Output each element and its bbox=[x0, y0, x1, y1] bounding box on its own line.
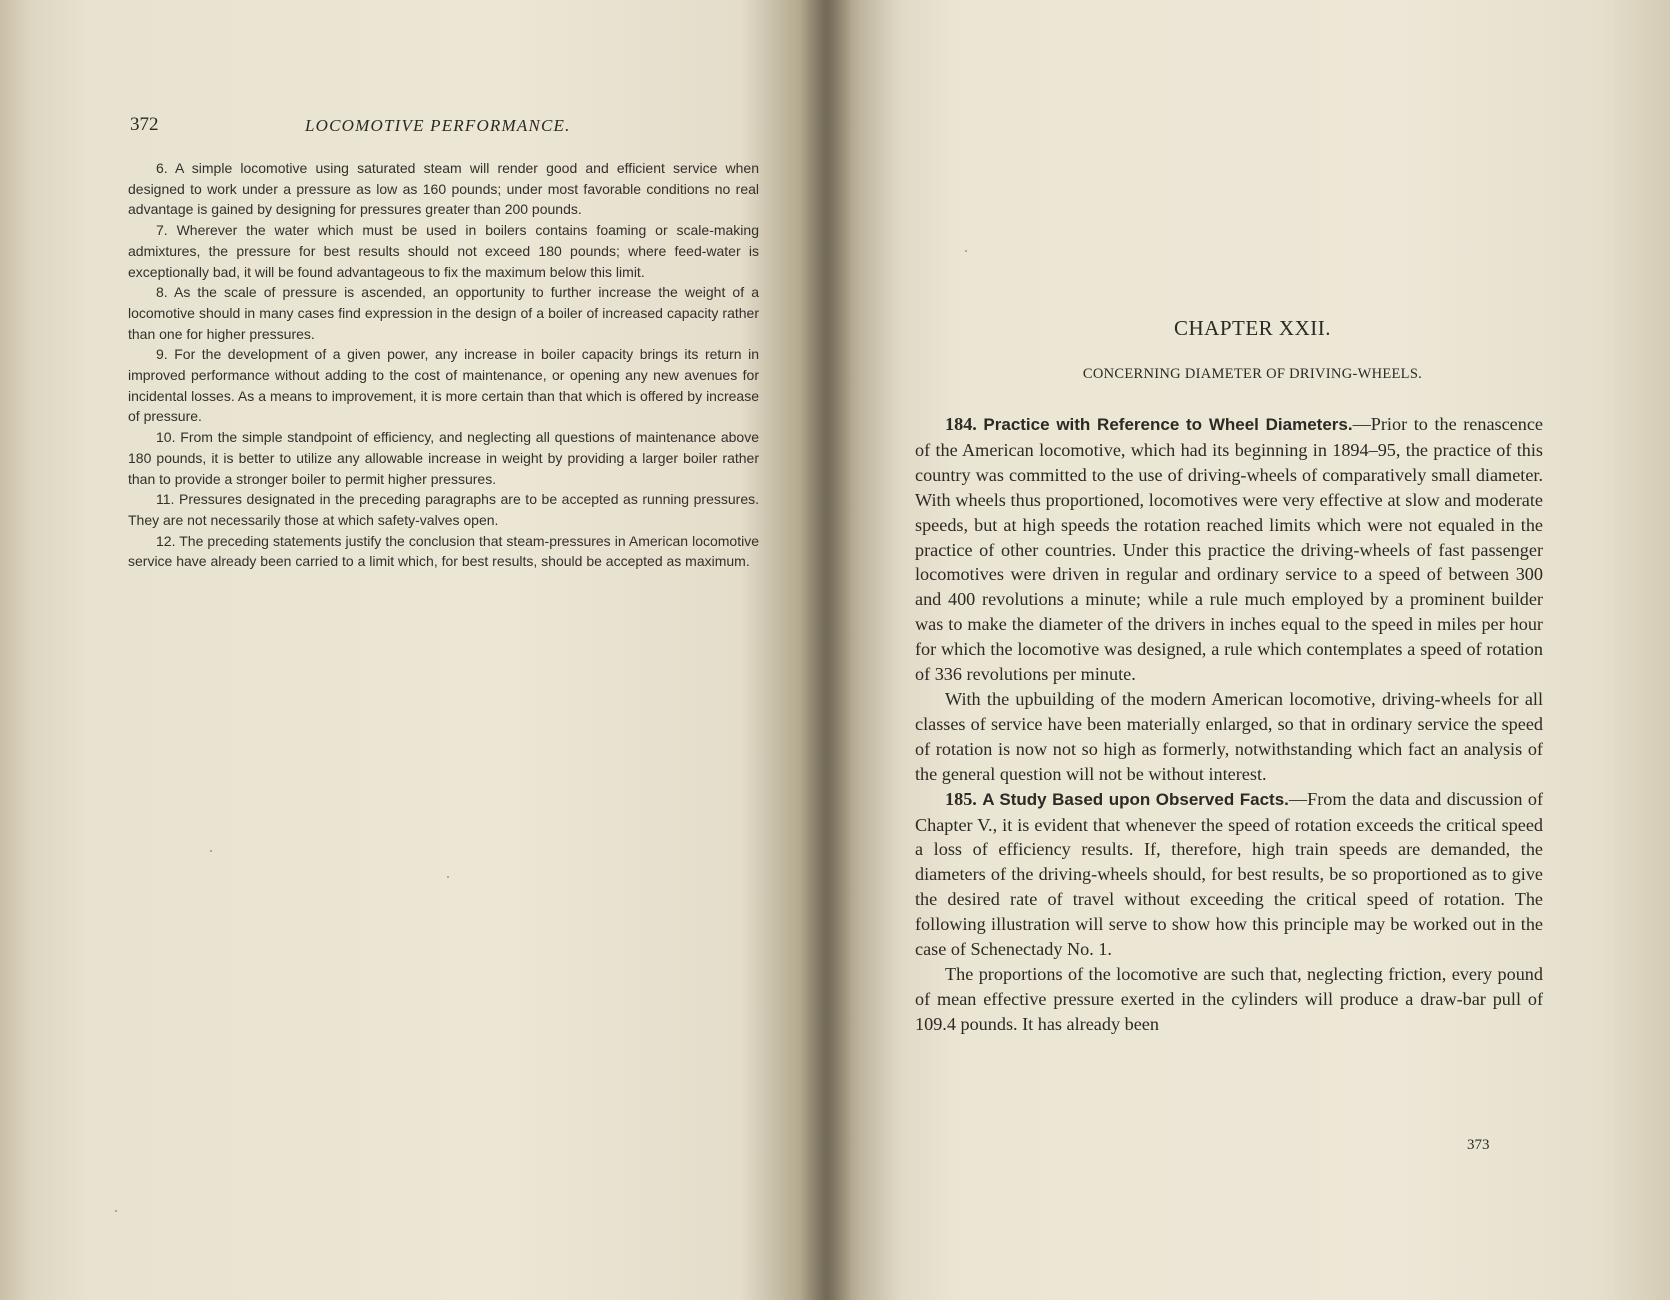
paragraph-11: 11. Pressures designated in the preceding paragraphs are to be accepted as running pressures. They are not necessarily those at which safety-valves open. bbox=[128, 491, 759, 528]
left-running-head bbox=[130, 110, 770, 140]
section-184 bbox=[915, 412, 1543, 687]
paper-speck bbox=[115, 1210, 117, 1212]
section-heading: A Study Based upon Observed Facts. bbox=[982, 789, 1289, 809]
chapter-title: CHAPTER XXII. bbox=[1174, 316, 1331, 340]
paper-speck bbox=[965, 250, 967, 252]
paper-speck bbox=[447, 876, 449, 878]
right-page bbox=[835, 0, 1670, 1300]
paragraph-9: 9. For the development of a given power, any increase in boiler capacity brings its return in improved performance without adding to the cost of maintenance, or opening any new avenues for incidental losses. As a means to improvement, it is more certain than that which is offered by increase of pressure. bbox=[128, 346, 759, 425]
left-page-number: 372 bbox=[130, 114, 159, 135]
paper-speck bbox=[210, 850, 212, 852]
running-title: LOCOMOTIVE PERFORMANCE. bbox=[305, 116, 571, 135]
section-text: With the upbuilding of the modern American locomotive, driving-wheels for all classes of service have been materially enlarged, so that in ordinary service the speed of rotation is now not so high as formerly, notwithstanding which fact an analysis of the general question will not be without interest. bbox=[915, 688, 1543, 784]
paragraph-8: 8. As the scale of pressure is ascended, an opportunity to further increase the weight of a locomotive should in many cases find expression in the design of a boiler of increased capacity rather than one for higher pressures. bbox=[128, 284, 759, 342]
right-page-body bbox=[915, 412, 1543, 1037]
paragraph-12: 12. The preceding statements justify the conclusion that steam-pressures in American locomotive service have already been carried to a limit which, for best results, should be accepted as maximum. bbox=[128, 532, 759, 570]
section-number: 185. bbox=[945, 788, 977, 809]
section-text: —Prior to the renascence of the American locomotive, which had its beginning in 1894–95, the practice of this country was committed to the use of driving-wheels of comparatively small diameter. With wheels thus proportioned, locomotives were very effective at slow and moderate speeds, but at high speeds the rotation reached limits which were not equaled in the practice of other countries. Under this practice the driving-wheels of fast passenger locomotives were driven in regular and ordinary service to a speed of between 300 and 400 revolutions a minute; while a rule much employed by a prominent builder was to make the diameter of the drivers in inches equal to the speed in miles per hour for which the locomotive was designed, a rule which contemplates a speed of rotation of 336 revolutions per minute. bbox=[915, 414, 1543, 685]
paragraph-7: 7. Wherever the water which must be used in boilers contains foaming or scale-making admixtures, the pressure for best results should not exceed 180 pounds; where feed-water is exceptionally bad, it will be found advantageous to fix the maximum below this limit. bbox=[128, 222, 759, 280]
section-heading: Practice with Reference to Wheel Diameters. bbox=[983, 415, 1353, 434]
left-page-body bbox=[128, 158, 759, 572]
right-page-number: 373 bbox=[1467, 1137, 1490, 1153]
paragraph-10: 10. From the simple standpoint of efficiency, and neglecting all questions of maintenance above 180 pounds, it is better to utilize any allowable increase in weight by providing a larger boiler rather than to provide a stronger boiler to permit higher pressures. bbox=[128, 429, 759, 487]
section-text: The proportions of the locomotive are such that, neglecting friction, every pound of mean effective pressure exerted in the cylinders will produce a draw-bar pull of 109.4 pounds. It has already been bbox=[915, 963, 1543, 1034]
section-185-continued bbox=[915, 962, 1543, 1037]
left-page bbox=[0, 0, 830, 1300]
section-number: 184. bbox=[945, 414, 977, 434]
paragraph-6: 6. A simple locomotive using saturated steam will render good and efficient service when designed to work under a pressure as low as 160 pounds; under most favorable conditions no real advantage is gained by designing for pressures greater than 200 pounds. bbox=[128, 160, 759, 218]
chapter-subtitle: CONCERNING DIAMETER OF DRIVING-WHEELS. bbox=[1082, 366, 1423, 382]
section-185 bbox=[915, 787, 1543, 962]
section-184-continued bbox=[915, 687, 1543, 787]
section-text: —From the data and discussion of Chapter V., it is evident that whenever the speed of rotation exceeds the critical speed a loss of efficiency results. If, therefore, high train speeds are demanded, the diameters of the driving-wheels should, for best results, be so proportioned as to give the desired rate of travel without exceeding the critical speed of rotation. The following illustration will serve to show how this principle may be worked out in the case of Schenectady No. 1. bbox=[915, 788, 1544, 960]
